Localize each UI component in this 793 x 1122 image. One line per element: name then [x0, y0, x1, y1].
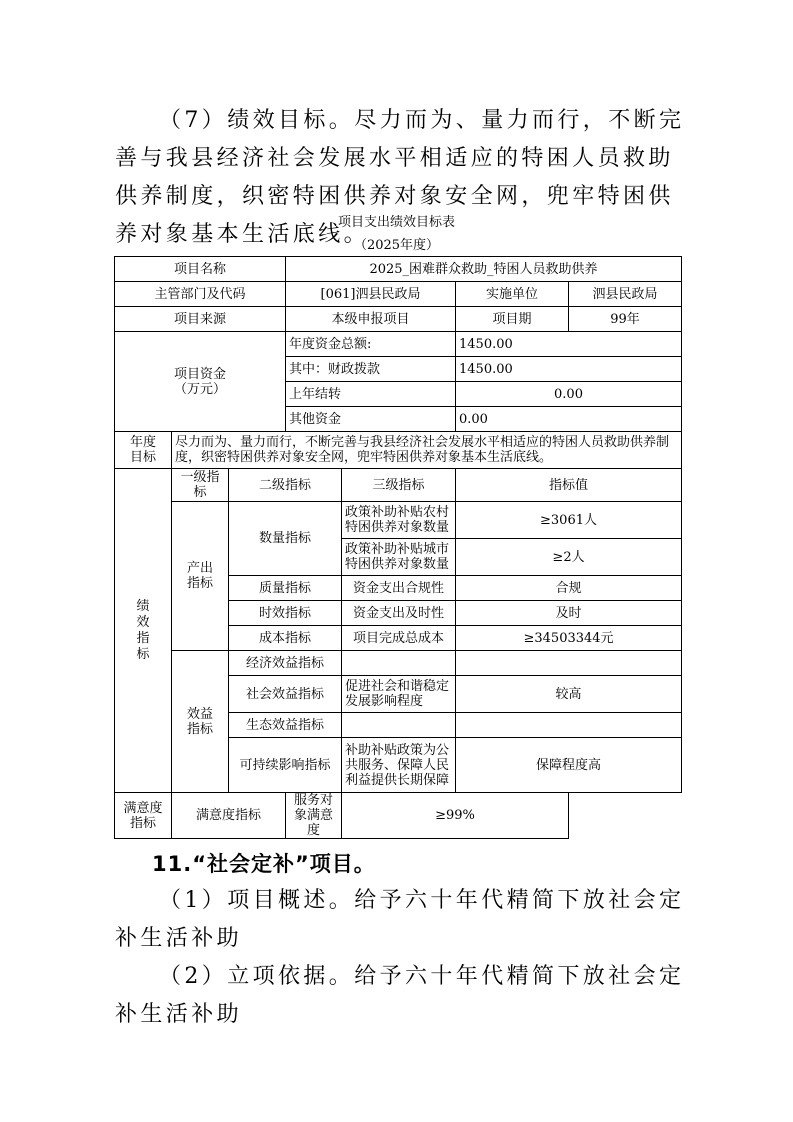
- quality-label: 质量指标: [229, 576, 342, 601]
- annual-goal-label: [115, 432, 172, 469]
- level3-header: 三级指标: [342, 469, 456, 502]
- annual-goal-label-line2: 目标: [129, 450, 156, 465]
- carryover-label: 上年结转: [286, 382, 456, 407]
- social-indicator: 促进社会和谐稳定发展影响程度: [342, 676, 456, 713]
- dept-value: [061]泗县民政局: [286, 282, 456, 307]
- period-label: 项目期: [456, 307, 569, 332]
- timeliness-indicator: 资金支出及时性: [342, 601, 456, 626]
- funds-label: 项目资金: [173, 366, 226, 382]
- overview-paragraph: （1）项目概述。给予六十年代精简下放社会定补生活补助: [115, 888, 685, 951]
- urban-value: ≥2人: [456, 539, 682, 576]
- timeliness-value: 及时: [456, 601, 682, 626]
- social-value: 较高: [456, 676, 682, 713]
- eco-indicator: [342, 713, 456, 738]
- sustain-value: 保障程度高: [456, 738, 682, 793]
- source-value: 本级申报项目: [286, 307, 456, 332]
- eco-value: [456, 713, 682, 738]
- perf-label: 绩效指标: [115, 469, 172, 793]
- economic-label: 经济效益指标: [229, 651, 342, 676]
- sustain-indicator: 补助补贴政策为公共服务、保障人民利益提供长期保障: [342, 738, 456, 793]
- annual-total-value: 1450.00: [456, 332, 682, 357]
- dept-label: 主管部门及代码: [115, 282, 286, 307]
- output-label: 产出指标: [172, 502, 229, 651]
- period-value: 99年: [569, 307, 682, 332]
- carryover-value: 0.00: [456, 382, 682, 407]
- annual-goal-label-line1: 年度: [129, 435, 156, 450]
- fiscal-label: 其中：财政拨款: [286, 357, 456, 382]
- cost-label: 成本指标: [229, 626, 342, 651]
- satisfaction-sub-label: 满意度指标: [172, 793, 286, 839]
- quantity-label: 数量指标: [229, 502, 342, 576]
- social-label: 社会效益指标: [229, 676, 342, 713]
- annual-goal-text: 尽力而为、量力而行，不断完善与我县经济社会发展水平相适应的特困人员救助供养制度，织密特困供养对象安全网，兜牢特困供养对象基本生活底线。: [172, 432, 682, 469]
- quality-indicator: 资金支出合规性: [342, 576, 456, 601]
- funds-unit: （万元）: [173, 381, 226, 397]
- economic-indicator: [342, 651, 456, 676]
- timeliness-label: 时效指标: [229, 601, 342, 626]
- impl-unit-value: 泗县民政局: [569, 282, 682, 307]
- rural-value: ≥3061人: [456, 502, 682, 539]
- level1-header: 一级指标: [172, 469, 229, 502]
- sustain-label: 可持续影响指标: [229, 738, 342, 793]
- project-name: 2025_困难群众救助_特困人员救助供养: [286, 257, 682, 282]
- economic-value: [456, 651, 682, 676]
- satisfaction-indicator: 服务对象满意度: [286, 793, 342, 839]
- cost-value: ≥34503344元: [456, 626, 682, 651]
- level2-header: 二级指标: [229, 469, 342, 502]
- annual-total-label: 年度资金总额:: [286, 332, 456, 357]
- satisfaction-value: ≥99%: [342, 793, 569, 839]
- intro-paragraph: （7）绩效目标。尽力而为、量力而行，不断完善与我县经济社会发展水平相适应的特困人员救助供养制度，织密特困供养对象安全网，兜牢特困供养对象基本生活底线。: [115, 108, 685, 247]
- quality-value: 合规: [456, 576, 682, 601]
- other-funds-value: 0.00: [456, 407, 682, 432]
- cost-indicator: 项目完成总成本: [342, 626, 456, 651]
- fiscal-value: 1450.00: [456, 357, 682, 382]
- satisfaction-label: 满意度指标: [115, 793, 172, 839]
- basis-paragraph: （2）立项依据。给予六十年代精简下放社会定补生活补助: [115, 964, 685, 1027]
- source-label: 项目来源: [115, 307, 286, 332]
- table-title: 项目支出绩效目标表: [337, 215, 455, 230]
- benefit-label: 效益指标: [172, 651, 229, 793]
- urban-indicator: 政策补助补贴城市特困供养对象数量: [342, 539, 456, 576]
- value-header: 指标值: [456, 469, 682, 502]
- section-heading: 11.“社会定补”项目。: [152, 852, 376, 876]
- eco-label: 生态效益指标: [229, 713, 342, 738]
- table-year: （2025年度）: [353, 238, 440, 253]
- performance-table: [114, 256, 682, 839]
- funds-label-cell: [115, 332, 286, 432]
- impl-unit-label: 实施单位: [456, 282, 569, 307]
- rural-indicator: 政策补助补贴农村特困供养对象数量: [342, 502, 456, 539]
- project-name-label: 项目名称: [115, 257, 286, 282]
- other-funds-label: 其他资金: [286, 407, 456, 432]
